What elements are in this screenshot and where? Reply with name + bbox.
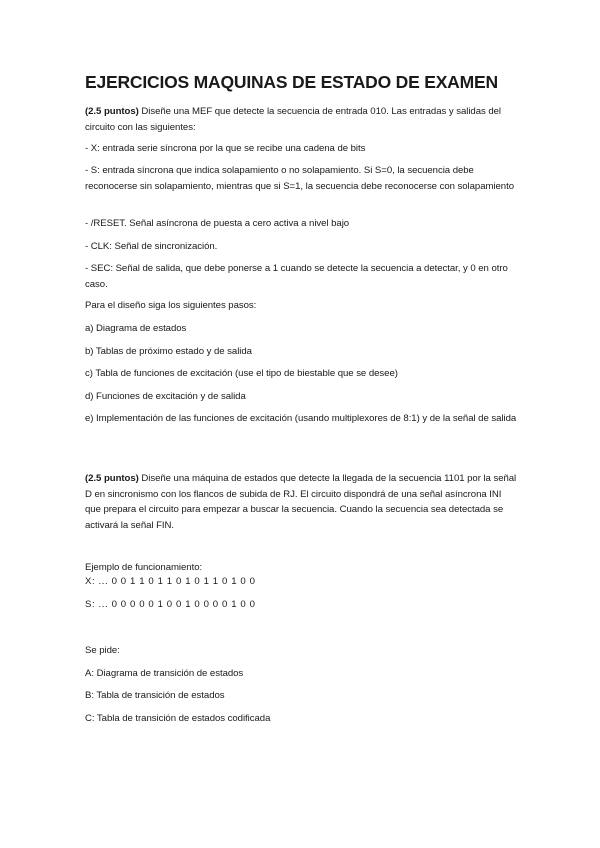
exercise-1-step-a: a) Diagrama de estados: [85, 323, 187, 334]
exercise-1-steps-intro: Para el diseño siga los siguientes pasos:: [85, 300, 257, 311]
exercise-2-ask-b: B: Tabla de transición de estados: [85, 690, 225, 701]
exercise-1-intro: [85, 104, 517, 135]
exercise-1-intro-text: Diseñe una MEF que detecte la secuencia de entrada 010. Las entradas y salidas del circuito con las siguientes:: [85, 106, 502, 133]
page-title: EJERCICIOS MAQUINAS DE ESTADO DE EXAMEN: [85, 72, 498, 92]
exercise-1-step-c: c) Tabla de funciones de excitación (use el tipo de biestable que se desee): [85, 368, 398, 379]
exercise-1-input-reset: - /RESET. Señal asíncrona de puesta a cero activa a nivel bajo: [85, 218, 350, 229]
exercise-2-ask-a: A: Diagrama de transición de estados: [85, 668, 244, 679]
exercise-1-input-clk: - CLK: Señal de sincronización.: [85, 241, 218, 252]
exercise-1-step-b: b) Tablas de próximo estado y de salida: [85, 346, 252, 357]
exercise-2-points: (2.5 puntos): [85, 473, 139, 484]
exercise-2-asks-label: Se pide:: [85, 645, 120, 656]
exercise-2-example-label: Ejemplo de funcionamiento:: [85, 562, 203, 573]
exercise-1-input-x: - X: entrada serie síncrona por la que se recibe una cadena de bits: [85, 143, 366, 154]
exercise-2-intro: [85, 471, 517, 533]
exercise-2-ask-c: C: Tabla de transición de estados codificada: [85, 713, 271, 724]
exercise-1-points: (2.5 puntos): [85, 106, 139, 117]
exercise-2-x-sequence: X: ... 0 0 1 1 0 1 1 0 1 0 1 1 0 1 0 0: [85, 576, 256, 587]
exercise-2-intro-text: Diseñe una máquina de estados que detecte la llegada de la secuencia 1101 por la señal D en sincronismo con los flancos de subida de RJ. El circuito dispondrá de una señal asíncrona INI que prepara el circuito para empezar a buscar la secuencia. Cuando la secuencia sea detectada se activará la señal FIN.: [85, 473, 517, 531]
exercise-1-input-s: - S: entrada síncrona que indica solapamiento o no solapamiento. Si S=0, la secuencia debe reconocerse sin solapamiento, mientras que si S=1, la secuencia debe reconocerse con solapamiento: [85, 165, 514, 192]
exercise-1-step-d: d) Funciones de excitación y de salida: [85, 391, 246, 402]
exercise-1-output-sec: - SEC: Señal de salida, que debe ponerse a 1 cuando se detecte la secuencia a detectar, y 0 en otro caso.: [85, 263, 508, 290]
exercise-1-step-e: e) Implementación de las funciones de excitación (usando multiplexores de 8:1) y de la señal de salida: [85, 413, 517, 424]
exercise-2-s-sequence: S: ... 0 0 0 0 0 1 0 0 1 0 0 0 0 1 0 0: [85, 599, 256, 610]
